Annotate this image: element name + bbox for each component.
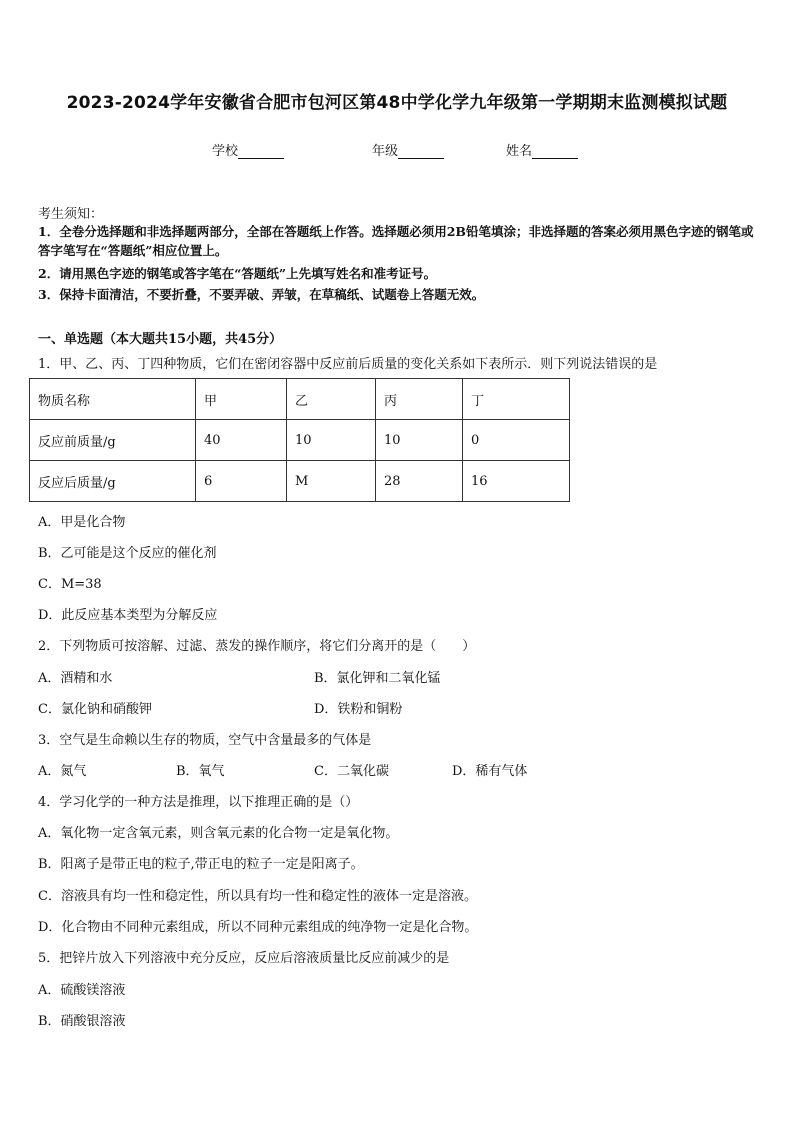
table-cell: 28 [376,461,463,502]
q4-option-b: B．阳离子是带正电的粒子,带正电的粒子一定是阳离子。 [38,857,364,872]
mass-table [29,378,570,502]
notice-item-2: 2．请用黑色字迹的钢笔或答字笔在“答题纸”上先填写姓名和准考证号。 [38,266,437,281]
q1-option-c: C．M=38 [38,577,102,592]
question-1-stem: 1．甲、乙、丙、丁四种物质，它们在密闭容器中反应前后质量的变化关系如下表所示．则下列说法错误的是 [38,357,658,372]
table-row [30,379,570,420]
question-4-stem: 4．学习化学的一种方法是推理，以下推理正确的是（） [38,795,359,810]
table-cell: 甲 [196,379,287,420]
table-row [30,420,570,461]
notice-item-3: 3．保持卡面清洁，不要折叠，不要弄破、弄皱，在草稿纸、试题卷上答题无效。 [38,287,485,302]
q3-option-c: C．二氧化碳 [314,764,389,779]
table-cell: 40 [196,420,287,461]
grade-field [372,140,444,159]
q5-option-a: A．硫酸镁溶液 [38,983,126,998]
q2-option-c: C．氯化钠和硝酸钾 [38,702,152,717]
q3-option-b: B．氧气 [176,764,225,779]
q2-option-a: A．酒精和水 [38,671,113,686]
table-cell: 丙 [376,379,463,420]
school-blank [238,144,284,159]
q4-option-d: D．化合物由不同种元素组成，所以不同种元素组成的纯净物一定是化合物。 [38,920,478,935]
school-label: 学校 [212,144,239,159]
question-3-stem: 3．空气是生命赖以生存的物质，空气中含量最多的气体是 [38,733,372,748]
school-field [212,140,284,159]
exam-title: 2023-2024学年安徽省合肥市包河区第48中学化学九年级第一学期期末监测模拟试题 [66,93,728,113]
q2-option-b: B．氯化钾和二氧化锰 [314,671,441,686]
table-cell: 反应前质量/g [30,420,196,461]
q4-option-c: C．溶液具有均一性和稳定性，所以具有均一性和稳定性的液体一定是溶液。 [38,889,477,904]
table-row [30,461,570,502]
table-cell: 丁 [463,379,570,420]
q1-option-a: A．甲是化合物 [38,515,126,530]
table-cell: 10 [287,420,376,461]
name-blank [532,144,578,159]
question-2-stem: 2．下列物质可按溶解、过滤、蒸发的操作顺序，将它们分离开的是（ ） [38,639,476,654]
table-cell: 物质名称 [30,379,196,420]
grade-blank [398,144,444,159]
section-heading: 一、单选题（本大题共15小题，共45分） [38,332,283,347]
notice-item-1: 1．全卷分选择题和非选择题两部分，全部在答题纸上作答。选择题必须用2B铅笔填涂；非选择题的答案必须用黑色字迹的钢笔或答字笔写在“答题纸”相应位置上。 [38,224,754,258]
question-5-stem: 5．把锌片放入下列溶液中充分反应，反应后溶液质量比反应前减少的是 [38,951,450,966]
q2-option-d: D．铁粉和铜粉 [314,702,403,717]
q5-option-b: B．硝酸银溶液 [38,1014,126,1029]
q4-option-a: A．氧化物一定含氧元素，则含氧元素的化合物一定是氧化物。 [38,826,399,841]
table-cell: 16 [463,461,570,502]
table-cell: 反应后质量/g [30,461,196,502]
q3-option-a: A．氮气 [38,764,87,779]
q1-option-d: D．此反应基本类型为分解反应 [38,608,218,623]
grade-label: 年级 [372,144,399,159]
name-field [506,140,578,159]
table-cell: 10 [376,420,463,461]
table-cell: 乙 [287,379,376,420]
q1-option-b: B．乙可能是这个反应的催化剂 [38,546,217,561]
q3-option-d: D．稀有气体 [452,764,528,779]
table-cell: 0 [463,420,570,461]
table-cell: M [287,461,376,502]
name-label: 姓名 [506,144,533,159]
table-cell: 6 [196,461,287,502]
notice-heading: 考生须知： [38,207,104,222]
